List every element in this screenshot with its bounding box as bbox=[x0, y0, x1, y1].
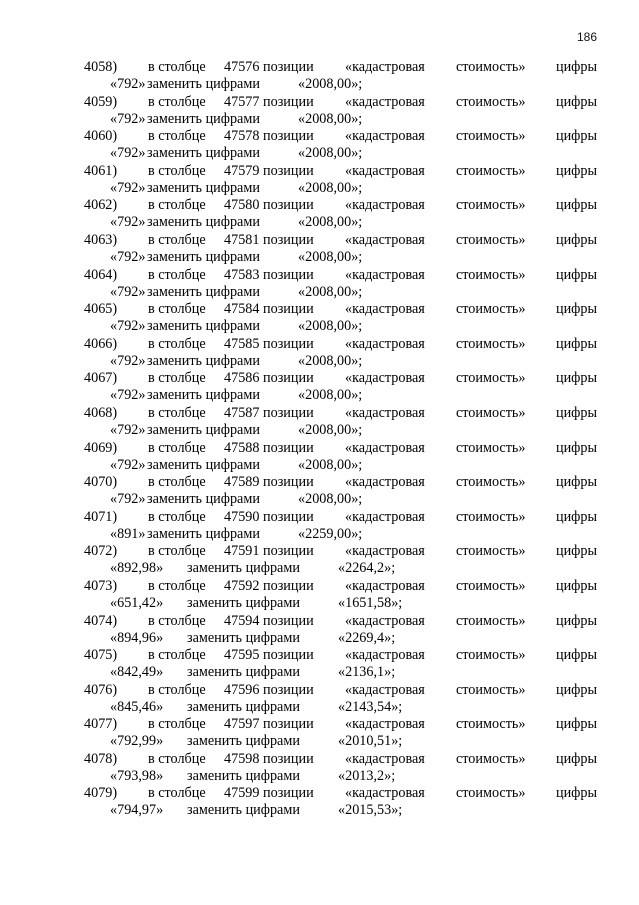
column-and-position: 47595 позиции bbox=[224, 647, 314, 664]
field-name-part1: «кадастровая bbox=[345, 612, 425, 629]
digits-word: цифры bbox=[556, 750, 598, 767]
replace-verb: заменить цифрами bbox=[187, 560, 300, 577]
amendment-line-2 bbox=[0, 387, 639, 404]
new-value: «2008,00»; bbox=[298, 214, 363, 231]
digits-word: цифры bbox=[556, 266, 598, 283]
amendment-line-1 bbox=[0, 578, 639, 595]
field-name-part2: стоимость» bbox=[456, 162, 526, 179]
amendment-line-2 bbox=[0, 353, 639, 370]
old-value: «792» bbox=[110, 145, 146, 162]
new-value: «2008,00»; bbox=[298, 491, 363, 508]
amendment-line-1 bbox=[0, 543, 639, 560]
field-name-part2: стоимость» bbox=[456, 647, 526, 664]
amendment-line-1 bbox=[0, 232, 639, 249]
replace-verb: заменить цифрами bbox=[147, 387, 260, 404]
column-prefix: в столбце bbox=[148, 785, 206, 802]
field-name-part2: стоимость» bbox=[456, 370, 526, 387]
amendment-item bbox=[0, 232, 639, 267]
column-prefix: в столбце bbox=[148, 93, 206, 110]
new-value: «1651,58»; bbox=[338, 594, 403, 611]
amendment-item bbox=[0, 474, 639, 509]
old-value: «792» bbox=[110, 179, 146, 196]
old-value: «792» bbox=[110, 283, 146, 300]
digits-word: цифры bbox=[556, 612, 598, 629]
old-value: «891» bbox=[110, 525, 146, 542]
new-value: «2136,1»; bbox=[338, 664, 396, 681]
column-prefix: в столбце bbox=[148, 647, 206, 664]
item-number: 4067) bbox=[84, 370, 118, 387]
amendment-line-1 bbox=[0, 716, 639, 733]
field-name-part1: «кадастровая bbox=[345, 543, 425, 560]
amendment-line-2 bbox=[0, 491, 639, 508]
replace-verb: заменить цифрами bbox=[147, 456, 260, 473]
amendment-item bbox=[0, 267, 639, 302]
amendment-item bbox=[0, 59, 639, 94]
amendment-item bbox=[0, 301, 639, 336]
field-name-part1: «кадастровая bbox=[345, 750, 425, 767]
amendment-item bbox=[0, 613, 639, 648]
old-value: «792» bbox=[110, 248, 146, 265]
column-prefix: в столбце bbox=[148, 197, 206, 214]
digits-word: цифры bbox=[556, 335, 598, 352]
column-prefix: в столбце bbox=[148, 128, 206, 145]
column-and-position: 47577 позиции bbox=[224, 93, 314, 110]
field-name-part2: стоимость» bbox=[456, 266, 526, 283]
field-name-part1: «кадастровая bbox=[345, 577, 425, 594]
digits-word: цифры bbox=[556, 439, 598, 456]
field-name-part2: стоимость» bbox=[456, 543, 526, 560]
old-value: «793,98» bbox=[110, 767, 164, 784]
amendment-line-1 bbox=[0, 59, 639, 76]
digits-word: цифры bbox=[556, 681, 598, 698]
amendment-item bbox=[0, 128, 639, 163]
amendment-line-1 bbox=[0, 197, 639, 214]
old-value: «792» bbox=[110, 421, 146, 438]
column-and-position: 47597 позиции bbox=[224, 716, 314, 733]
old-value: «651,42» bbox=[110, 594, 164, 611]
replace-verb: заменить цифрами bbox=[147, 283, 260, 300]
column-and-position: 47578 позиции bbox=[224, 128, 314, 145]
amendment-item bbox=[0, 94, 639, 129]
amendment-item bbox=[0, 405, 639, 440]
amendment-line-1 bbox=[0, 682, 639, 699]
amendment-line-1 bbox=[0, 509, 639, 526]
amendment-item bbox=[0, 370, 639, 405]
column-prefix: в столбце bbox=[148, 231, 206, 248]
field-name-part1: «кадастровая bbox=[345, 128, 425, 145]
replace-verb: заменить цифрами bbox=[147, 76, 260, 92]
digits-word: цифры bbox=[556, 474, 598, 491]
field-name-part1: «кадастровая bbox=[345, 681, 425, 698]
item-number: 4069) bbox=[84, 439, 118, 456]
item-number: 4074) bbox=[84, 612, 118, 629]
amendment-line-2 bbox=[0, 145, 639, 162]
column-prefix: в столбце bbox=[148, 750, 206, 767]
new-value: «2008,00»; bbox=[298, 283, 363, 300]
item-number: 4068) bbox=[84, 404, 118, 421]
column-prefix: в столбце bbox=[148, 681, 206, 698]
field-name-part1: «кадастровая bbox=[345, 335, 425, 352]
field-name-part1: «кадастровая bbox=[345, 370, 425, 387]
digits-word: цифры bbox=[556, 93, 598, 110]
item-number: 4062) bbox=[84, 197, 118, 214]
old-value: «792,99» bbox=[110, 733, 164, 750]
old-value: «792» bbox=[110, 110, 146, 127]
field-name-part1: «кадастровая bbox=[345, 59, 425, 75]
old-value: «792» bbox=[110, 76, 146, 92]
field-name-part2: стоимость» bbox=[456, 439, 526, 456]
amendment-line-1 bbox=[0, 301, 639, 318]
amendment-line-2 bbox=[0, 526, 639, 543]
new-value: «2259,00»; bbox=[298, 525, 363, 542]
item-number: 4065) bbox=[84, 301, 118, 318]
amendment-line-2 bbox=[0, 595, 639, 612]
field-name-part2: стоимость» bbox=[456, 474, 526, 491]
field-name-part2: стоимость» bbox=[456, 577, 526, 594]
amendment-line-2 bbox=[0, 457, 639, 474]
amendment-line-2 bbox=[0, 699, 639, 716]
item-number: 4060) bbox=[84, 128, 118, 145]
field-name-part1: «кадастровая bbox=[345, 785, 425, 802]
digits-word: цифры bbox=[556, 577, 598, 594]
replace-verb: заменить цифрами bbox=[187, 629, 300, 646]
item-number: 4079) bbox=[84, 785, 118, 802]
new-value: «2008,00»; bbox=[298, 456, 363, 473]
column-prefix: в столбце bbox=[148, 577, 206, 594]
amendment-line-1 bbox=[0, 267, 639, 284]
amendment-line-1 bbox=[0, 440, 639, 457]
new-value: «2264,2»; bbox=[338, 560, 396, 577]
new-value: «2008,00»; bbox=[298, 318, 363, 335]
field-name-part2: стоимость» bbox=[456, 508, 526, 525]
field-name-part1: «кадастровая bbox=[345, 439, 425, 456]
column-prefix: в столбце bbox=[148, 474, 206, 491]
old-value: «842,49» bbox=[110, 664, 164, 681]
old-value: «792» bbox=[110, 214, 146, 231]
replace-verb: заменить цифрами bbox=[147, 248, 260, 265]
amendment-line-1 bbox=[0, 94, 639, 111]
field-name-part1: «кадастровая bbox=[345, 162, 425, 179]
amendment-line-2 bbox=[0, 422, 639, 439]
replace-verb: заменить цифрами bbox=[147, 318, 260, 335]
amendment-line-2 bbox=[0, 802, 639, 819]
replace-verb: заменить цифрами bbox=[187, 664, 300, 681]
column-and-position: 47591 позиции bbox=[224, 543, 314, 560]
field-name-part1: «кадастровая bbox=[345, 404, 425, 421]
column-and-position: 47581 позиции bbox=[224, 231, 314, 248]
amendment-list bbox=[0, 59, 639, 820]
column-and-position: 47576 позиции bbox=[224, 59, 314, 75]
column-and-position: 47594 позиции bbox=[224, 612, 314, 629]
old-value: «792» bbox=[110, 352, 146, 369]
column-prefix: в столбце bbox=[148, 301, 206, 318]
amendment-item bbox=[0, 751, 639, 786]
amendment-line-1 bbox=[0, 405, 639, 422]
replace-verb: заменить цифрами bbox=[187, 594, 300, 611]
field-name-part2: стоимость» bbox=[456, 681, 526, 698]
amendment-item bbox=[0, 543, 639, 578]
column-and-position: 47580 позиции bbox=[224, 197, 314, 214]
old-value: «894,96» bbox=[110, 629, 164, 646]
field-name-part1: «кадастровая bbox=[345, 474, 425, 491]
old-value: «892,98» bbox=[110, 560, 164, 577]
field-name-part2: стоимость» bbox=[456, 716, 526, 733]
column-prefix: в столбце bbox=[148, 543, 206, 560]
item-number: 4070) bbox=[84, 474, 118, 491]
amendment-line-1 bbox=[0, 128, 639, 145]
field-name-part2: стоимость» bbox=[456, 231, 526, 248]
replace-verb: заменить цифрами bbox=[187, 767, 300, 784]
amendment-item bbox=[0, 578, 639, 613]
item-number: 4066) bbox=[84, 335, 118, 352]
column-prefix: в столбце bbox=[148, 59, 206, 75]
item-number: 4078) bbox=[84, 750, 118, 767]
column-prefix: в столбце bbox=[148, 612, 206, 629]
digits-word: цифры bbox=[556, 716, 598, 733]
amendment-line-2 bbox=[0, 630, 639, 647]
amendment-line-2 bbox=[0, 249, 639, 266]
amendment-line-2 bbox=[0, 180, 639, 197]
column-and-position: 47584 позиции bbox=[224, 301, 314, 318]
digits-word: цифры bbox=[556, 231, 598, 248]
column-prefix: в столбце bbox=[148, 266, 206, 283]
column-and-position: 47587 позиции bbox=[224, 404, 314, 421]
item-number: 4076) bbox=[84, 681, 118, 698]
item-number: 4073) bbox=[84, 577, 118, 594]
amendment-line-1 bbox=[0, 336, 639, 353]
old-value: «792» bbox=[110, 456, 146, 473]
field-name-part2: стоимость» bbox=[456, 93, 526, 110]
column-and-position: 47590 позиции bbox=[224, 508, 314, 525]
column-prefix: в столбце bbox=[148, 162, 206, 179]
column-prefix: в столбце bbox=[148, 370, 206, 387]
field-name-part2: стоимость» bbox=[456, 301, 526, 318]
replace-verb: заменить цифрами bbox=[147, 110, 260, 127]
column-and-position: 47598 позиции bbox=[224, 750, 314, 767]
old-value: «792» bbox=[110, 318, 146, 335]
amendment-item bbox=[0, 716, 639, 751]
replace-verb: заменить цифрами bbox=[147, 491, 260, 508]
digits-word: цифры bbox=[556, 543, 598, 560]
item-number: 4072) bbox=[84, 543, 118, 560]
digits-word: цифры bbox=[556, 370, 598, 387]
field-name-part2: стоимость» bbox=[456, 197, 526, 214]
digits-word: цифры bbox=[556, 785, 598, 802]
replace-verb: заменить цифрами bbox=[187, 733, 300, 750]
digits-word: цифры bbox=[556, 128, 598, 145]
amendment-line-1 bbox=[0, 785, 639, 802]
digits-word: цифры bbox=[556, 301, 598, 318]
new-value: «2008,00»; bbox=[298, 179, 363, 196]
page-number: 186 bbox=[576, 30, 597, 44]
amendment-line-1 bbox=[0, 751, 639, 768]
field-name-part2: стоимость» bbox=[456, 404, 526, 421]
amendment-line-1 bbox=[0, 613, 639, 630]
field-name-part2: стоимость» bbox=[456, 785, 526, 802]
new-value: «2013,2»; bbox=[338, 767, 396, 784]
digits-word: цифры bbox=[556, 508, 598, 525]
old-value: «845,46» bbox=[110, 698, 164, 715]
field-name-part2: стоимость» bbox=[456, 612, 526, 629]
new-value: «2008,00»; bbox=[298, 248, 363, 265]
new-value: «2008,00»; bbox=[298, 76, 363, 92]
field-name-part1: «кадастровая bbox=[345, 508, 425, 525]
column-and-position: 47589 позиции bbox=[224, 474, 314, 491]
column-and-position: 47592 позиции bbox=[224, 577, 314, 594]
old-value: «792» bbox=[110, 491, 146, 508]
digits-word: цифры bbox=[556, 404, 598, 421]
item-number: 4075) bbox=[84, 647, 118, 664]
amendment-item bbox=[0, 336, 639, 371]
amendment-line-1 bbox=[0, 474, 639, 491]
column-prefix: в столбце bbox=[148, 404, 206, 421]
digits-word: цифры bbox=[556, 197, 598, 214]
item-number: 4077) bbox=[84, 716, 118, 733]
old-value: «794,97» bbox=[110, 802, 164, 819]
field-name-part2: стоимость» bbox=[456, 59, 526, 75]
new-value: «2008,00»; bbox=[298, 145, 363, 162]
amendment-line-2 bbox=[0, 76, 639, 93]
field-name-part1: «кадастровая bbox=[345, 301, 425, 318]
replace-verb: заменить цифрами bbox=[147, 179, 260, 196]
replace-verb: заменить цифрами bbox=[187, 698, 300, 715]
amendment-item bbox=[0, 509, 639, 544]
new-value: «2008,00»; bbox=[298, 110, 363, 127]
amendment-item bbox=[0, 647, 639, 682]
column-and-position: 47586 позиции bbox=[224, 370, 314, 387]
amendment-line-1 bbox=[0, 370, 639, 387]
column-and-position: 47588 позиции bbox=[224, 439, 314, 456]
replace-verb: заменить цифрами bbox=[147, 352, 260, 369]
digits-word: цифры bbox=[556, 59, 598, 75]
field-name-part1: «кадастровая bbox=[345, 266, 425, 283]
column-prefix: в столбце bbox=[148, 335, 206, 352]
column-and-position: 47585 позиции bbox=[224, 335, 314, 352]
new-value: «2008,00»; bbox=[298, 352, 363, 369]
column-prefix: в столбце bbox=[148, 439, 206, 456]
replace-verb: заменить цифрами bbox=[147, 214, 260, 231]
item-number: 4064) bbox=[84, 266, 118, 283]
amendment-line-2 bbox=[0, 768, 639, 785]
amendment-line-2 bbox=[0, 318, 639, 335]
column-prefix: в столбце bbox=[148, 508, 206, 525]
column-and-position: 47579 позиции bbox=[224, 162, 314, 179]
new-value: «2015,53»; bbox=[338, 802, 403, 819]
amendment-item bbox=[0, 163, 639, 198]
column-and-position: 47596 позиции bbox=[224, 681, 314, 698]
field-name-part1: «кадастровая bbox=[345, 716, 425, 733]
item-number: 4071) bbox=[84, 508, 118, 525]
amendment-line-1 bbox=[0, 163, 639, 180]
field-name-part2: стоимость» bbox=[456, 335, 526, 352]
item-number: 4063) bbox=[84, 231, 118, 248]
amendment-line-2 bbox=[0, 284, 639, 301]
amendment-line-1 bbox=[0, 647, 639, 664]
field-name-part1: «кадастровая bbox=[345, 647, 425, 664]
replace-verb: заменить цифрами bbox=[187, 802, 300, 819]
digits-word: цифры bbox=[556, 647, 598, 664]
old-value: «792» bbox=[110, 387, 146, 404]
field-name-part1: «кадастровая bbox=[345, 197, 425, 214]
new-value: «2143,54»; bbox=[338, 698, 403, 715]
amendment-line-2 bbox=[0, 733, 639, 750]
field-name-part1: «кадастровая bbox=[345, 93, 425, 110]
field-name-part1: «кадастровая bbox=[345, 231, 425, 248]
amendment-item bbox=[0, 682, 639, 717]
field-name-part2: стоимость» bbox=[456, 750, 526, 767]
item-number: 4058) bbox=[84, 59, 118, 75]
amendment-item bbox=[0, 197, 639, 232]
column-and-position: 47599 позиции bbox=[224, 785, 314, 802]
column-prefix: в столбце bbox=[148, 716, 206, 733]
digits-word: цифры bbox=[556, 162, 598, 179]
field-name-part2: стоимость» bbox=[456, 128, 526, 145]
replace-verb: заменить цифрами bbox=[147, 145, 260, 162]
amendment-item bbox=[0, 440, 639, 475]
item-number: 4059) bbox=[84, 93, 118, 110]
new-value: «2008,00»; bbox=[298, 387, 363, 404]
new-value: «2269,4»; bbox=[338, 629, 396, 646]
amendment-line-2 bbox=[0, 111, 639, 128]
item-number: 4061) bbox=[84, 162, 118, 179]
replace-verb: заменить цифрами bbox=[147, 421, 260, 438]
amendment-line-2 bbox=[0, 560, 639, 577]
amendment-line-2 bbox=[0, 664, 639, 681]
amendment-line-2 bbox=[0, 214, 639, 231]
amendment-item bbox=[0, 785, 639, 820]
replace-verb: заменить цифрами bbox=[147, 525, 260, 542]
column-and-position: 47583 позиции bbox=[224, 266, 314, 283]
new-value: «2010,51»; bbox=[338, 733, 403, 750]
new-value: «2008,00»; bbox=[298, 421, 363, 438]
